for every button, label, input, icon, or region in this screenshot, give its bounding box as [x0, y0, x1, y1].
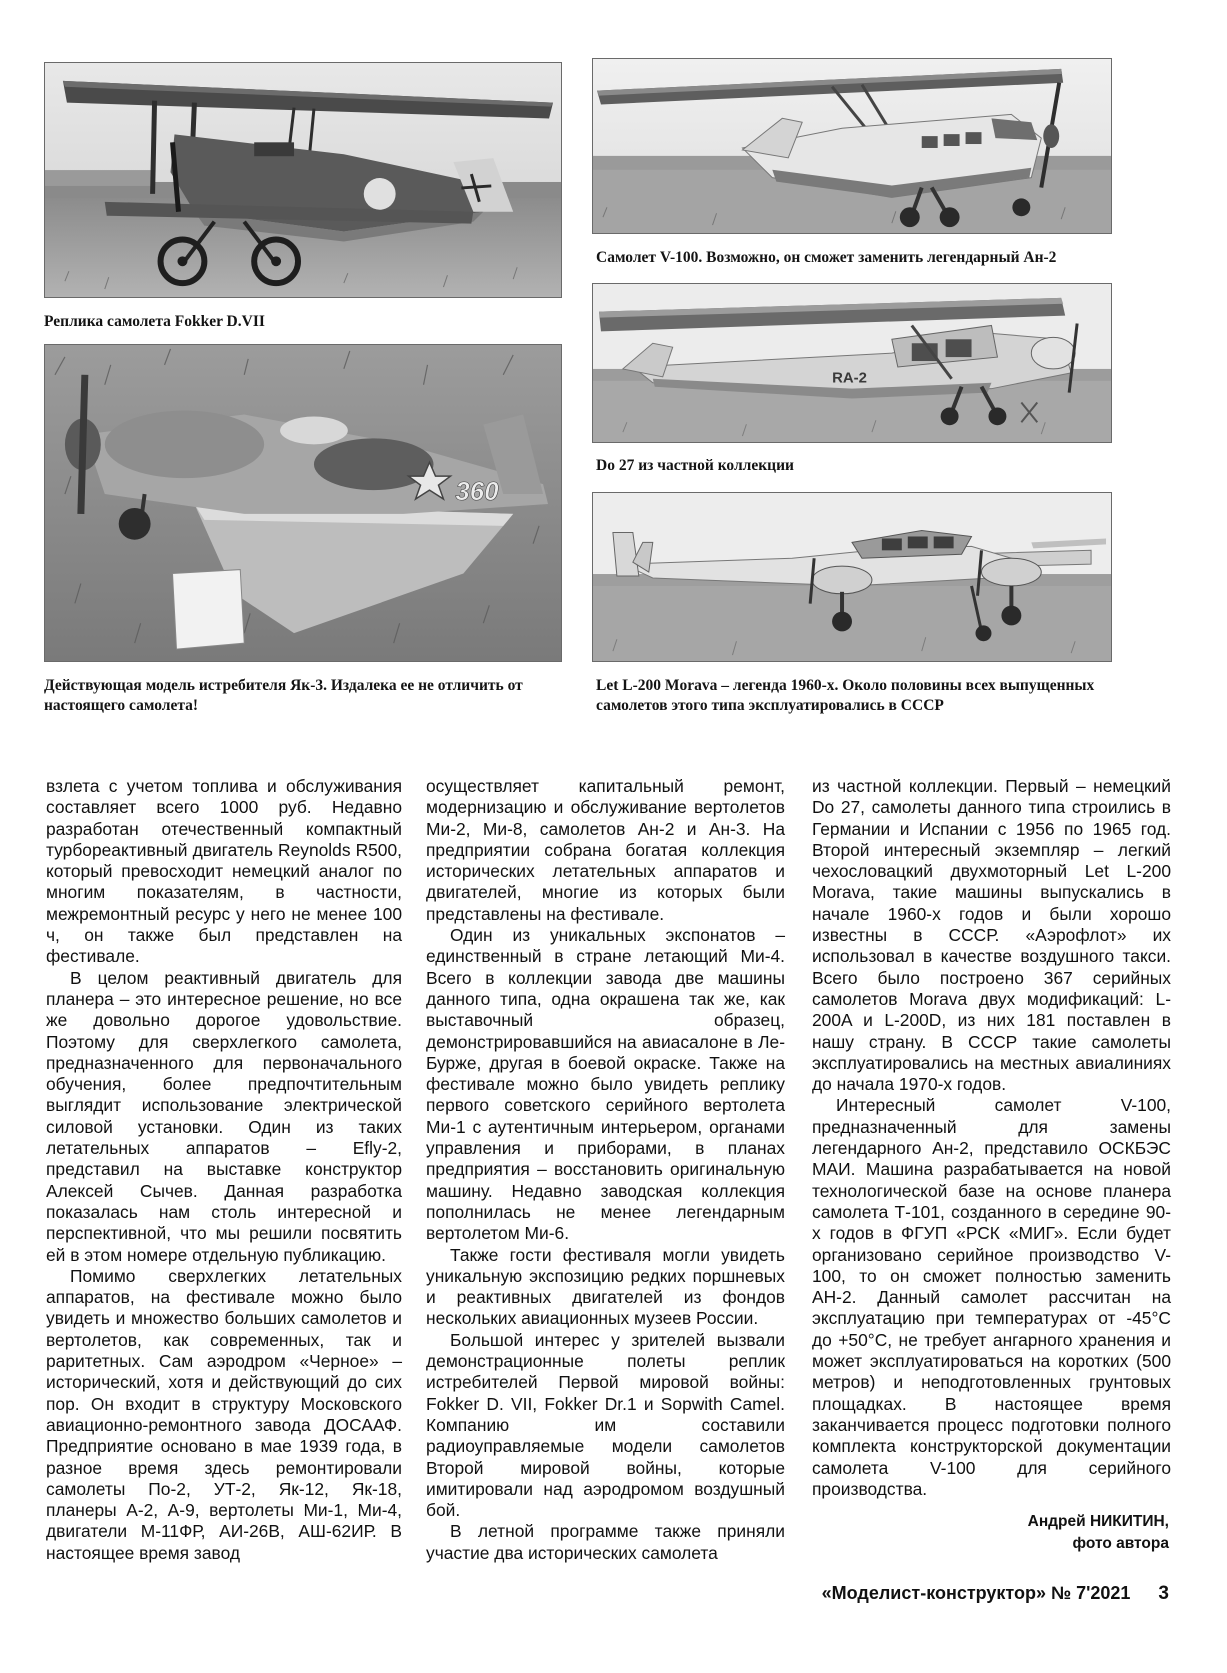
- caption-yak3: Действующая модель истребителя Як-3. Издалека ее не отличить от настоящего самолета!: [44, 677, 523, 714]
- photo-credit: фото автора: [1072, 1535, 1169, 1552]
- photo-do27: [592, 283, 1112, 443]
- caption-v100: Самолет V-100. Возможно, он сможет заменить легендарный Ан-2: [596, 249, 1057, 266]
- col1-paragraph-2: В целом реактивный двигатель для планера – это интересное решение, но все же довольно дорогое удовольствие. Поэтому для сверхлегкого самолета, предназначенного для первоначального обучения, более предпочтительным выглядит использование электрической силовой установки. Один из таких летательных аппаратов – Efly-2, представил на выставке конструктор Алексей Сычев. Данная разработка показалась нам столь интересной и перспективной, что мы решили посвятить ей в этом номере отдельную публикацию.: [46, 967, 402, 1265]
- article-column-3: [812, 776, 1171, 1506]
- photo-l200-morava: [592, 492, 1112, 662]
- caption-fokker: Реплика самолета Fokker D.VII: [44, 313, 265, 330]
- col1-paragraph-3: Помимо сверхлегких летательных аппаратов, на фестивале можно было увидеть и множество больших самолетов и вертолетов, как современных, так и раритетных. Сам аэродром «Черное» – исторический, хотя и действующий до сих пор. Он входит в структуру Московского авиационно-ремонтного завода ДОСААФ. Предприятие основано в мае 1939 года, в разное время здесь ремонтировали самолеты По-2, УТ-2, Як-12, Як-18, планеры А-2, А-9, вертолеты Ми-1, Ми-4, двигатели М-11ФР, АИ-26В, АШ-62ИР. В настоящее время завод: [46, 1265, 402, 1563]
- photo-v100: [592, 58, 1112, 234]
- photo-fokker-replica: [44, 62, 562, 298]
- col2-paragraph-2: Один из уникальных экспонатов – единственный в стране летающий Ми-4. Всего в коллекции завода две машины данного типа, одна окрашена так же, как выставочный образец, демонстрировавшийся на авиасалоне в Ле-Бурже, другая в боевой окраске. Также на фестивале можно было увидеть реплику первого советского серийного вертолета Ми-1 с аутентичным интерьером, органами управления и приборами, в планах предприятия – восстановить оригинальную машину. Недавно заводская коллекция пополнилась не менее легендарным вертолетом Ми-6.: [426, 925, 785, 1244]
- col2-paragraph-1: осуществляет капитальный ремонт, модернизацию и обслуживание вертолетов Ми-2, Ми-8, самолетов Ан-2 и Ан-3. На предприятии собрана богатая коллекция исторических летательных аппаратов и двигателей, многие из которых были представлены на фестивале.: [426, 776, 785, 924]
- caption-do27: Do 27 из частной коллекции: [596, 457, 794, 474]
- yak-tail-number: 360: [455, 478, 499, 507]
- col2-paragraph-4: Большой интерес у зрителей вызвали демонстрационные полеты реплик истребителей Первой мировой войны: Fokker D. VII, Fokker Dr.1 и Sopwith Camel. Компанию им составили радиоуправляемые модели самолетов Второй мировой войны, которые имитировали над аэродромом воздушный бой.: [426, 1329, 785, 1521]
- article-column-1: [46, 776, 402, 1563]
- author-name: Андрей НИКИТИН,: [1027, 1513, 1169, 1530]
- page-footer: [822, 1583, 1169, 1605]
- do27-registration: RA-2: [832, 370, 867, 387]
- photo-yak3-model: [44, 344, 562, 662]
- article-column-2: [426, 776, 785, 1563]
- col3-paragraph-2: Интересный самолет V-100, предназначенный для замены легендарного Ан-2, представило ОСКБЭС МАИ. Машина разрабатывается на новой технологической базе на основе планера самолета Т-101, созданного в середине 90-х годов в ФГУП «РСК «МИГ». Если будет организовано серийное производство V-100, то он сможет полностью заменить АН-2. Данный самолет рассчитан на эксплуатацию при температурах от -45°С до +50°С, не требует ангарного хранения и может эксплуатироваться на коротких (500 метров) и неподготовленных грунтовых площадках. В настоящее время заканчивается процесс подготовки полного комплекта конструкторской документации самолета V-100 для серийного производства.: [812, 1095, 1171, 1499]
- caption-l200: Let L-200 Morava – легенда 1960-х. Около половины всех выпущенных самолетов этого типа эксплуатировались в СССР: [596, 677, 1095, 714]
- author-signature: [1028, 1511, 1169, 1555]
- col3-paragraph-1: из частной коллекции. Первый – немецкий Do 27, самолеты данного типа строились в Германии и Испании с 1956 по 1965 год. Второй интересный экземпляр – легкий чехословацкий двухмоторный Let L-200 Morava, такие машины выпускались в начале 1960-х годов и были хорошо известны в СССР. «Аэрофлот» их использовал в качестве воздушного такси. Всего было построено 367 серийных самолетов Morava двух модификаций: L-200A и L-200D, из них 181 поставлен в нашу страну. В СССР такие самолеты эксплуатировались на местных авиалиниях до начала 1970-х годов.: [812, 776, 1171, 1095]
- col1-paragraph-1: взлета с учетом топлива и обслуживания составляет всего 1000 руб. Недавно разработан отечественный компактный турбореактивный двигатель Reynolds R500, который превосходит немецкий аналог по многим показателям, в частности, межремонтный ресурс у него не менее 100 ч, он также был представлен на фестивале.: [46, 776, 402, 967]
- col2-paragraph-3: Также гости фестиваля могли увидеть уникальную экспозицию редких поршневых и реактивных двигателей из фондов нескольких авиационных музеев России.: [426, 1244, 785, 1329]
- page-number: 3: [1158, 1583, 1169, 1604]
- col2-paragraph-5: В летной программе также приняли участие два исторических самолета: [426, 1521, 785, 1563]
- magazine-issue: «Моделист-конструктор» № 7'2021: [821, 1583, 1131, 1603]
